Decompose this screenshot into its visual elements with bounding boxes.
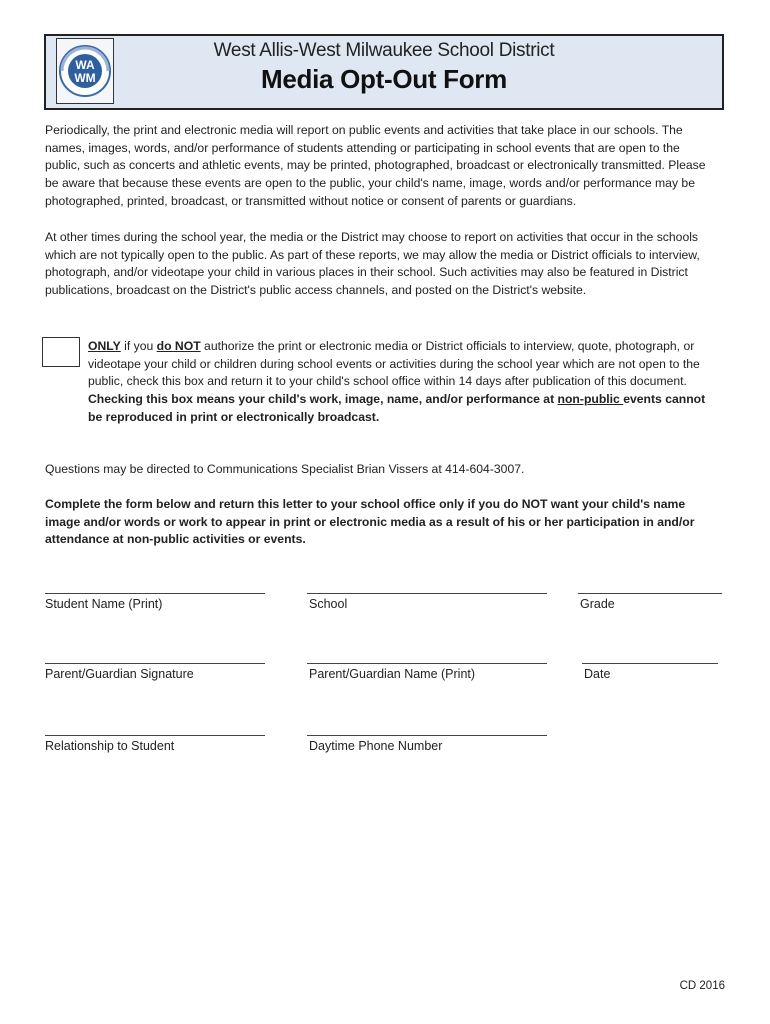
opt-out-checkbox[interactable] bbox=[42, 337, 80, 367]
parent-signature-label: Parent/Guardian Signature bbox=[45, 667, 194, 681]
form-header bbox=[44, 34, 724, 110]
date-label: Date bbox=[584, 667, 611, 681]
school-field[interactable] bbox=[307, 593, 547, 594]
date-field[interactable] bbox=[582, 663, 718, 664]
opt-out-consequence: Checking this box means your child's work, image, name, and/or performance at bbox=[88, 392, 558, 407]
parent-name-field[interactable] bbox=[307, 663, 547, 664]
daytime-phone-label: Daytime Phone Number bbox=[309, 739, 443, 753]
student-name-label: Student Name (Print) bbox=[45, 597, 163, 611]
form-title: Media Opt-Out Form bbox=[261, 64, 507, 94]
student-name-field[interactable] bbox=[45, 593, 265, 594]
form-instructions: Complete the form below and return this letter to your school office only if you do NOT want your child's name image and/or words or work to appear in print or electronic media as a result of his or her participation in and/or attendance at non-public activities or events. bbox=[45, 497, 695, 547]
relationship-label: Relationship to Student bbox=[45, 739, 175, 753]
non-public-emphasis: non-public bbox=[557, 392, 624, 407]
grade-field[interactable] bbox=[578, 593, 722, 594]
daytime-phone-field[interactable] bbox=[307, 735, 547, 736]
opt-out-statement: ONLY if you do NOT authorize the print or electronic media or District officials to interview, quote, photograph, or videotape your child or children during school events or activities during the school year which are not open to the public, check this box and return it to your child's school office within 14 days after publication of this document. Checking this box means your child's work, image, name, and/or performance at non-public events cannot be reproduced in print or electronically broadcast. bbox=[88, 339, 706, 424]
parent-name-label: Parent/Guardian Name (Print) bbox=[309, 667, 476, 681]
only-emphasis: ONLY bbox=[88, 339, 121, 353]
parent-signature-field[interactable] bbox=[45, 663, 265, 664]
relationship-field[interactable] bbox=[45, 735, 265, 736]
questions-contact: Questions may be directed to Communications Specialist Brian Vissers at 414-604-3007. bbox=[45, 462, 525, 476]
do-not-emphasis: do NOT bbox=[156, 339, 201, 353]
svg-text:WM: WM bbox=[74, 71, 96, 85]
district-name: West Allis-West Milwaukee School District bbox=[213, 40, 555, 61]
document-code: CD 2016 bbox=[679, 980, 725, 992]
svg-text:WA: WA bbox=[75, 58, 95, 72]
intro-paragraph-non-public-events: At other times during the school year, the media or the District may choose to report on activities that occur in the schools which are not typically open to the public. As part of these reports, we may allow the media or District officials to interview, photograph, and/or videotape your child in various places in their school. Such activities may also be featured in District publications, broadcast on the District's public access channels, and posted on the District's website. bbox=[45, 230, 700, 298]
intro-paragraph-public-events: Periodically, the print and electronic media will report on public events and activities that take place in our schools. The names, images, words, and/or performance of students attending or participating in school events that are open to the public, such as concerts and athletic events, may be printed, photographed, broadcast or electronically transmitted. Please be aware that because these events are open to the public, your child's name, image, words and/or performance may be photographed, printed, broadcast, or transmitted without notice or consent of parents or guardians. bbox=[45, 123, 706, 208]
school-label: School bbox=[309, 597, 348, 611]
grade-label: Grade bbox=[580, 597, 615, 611]
